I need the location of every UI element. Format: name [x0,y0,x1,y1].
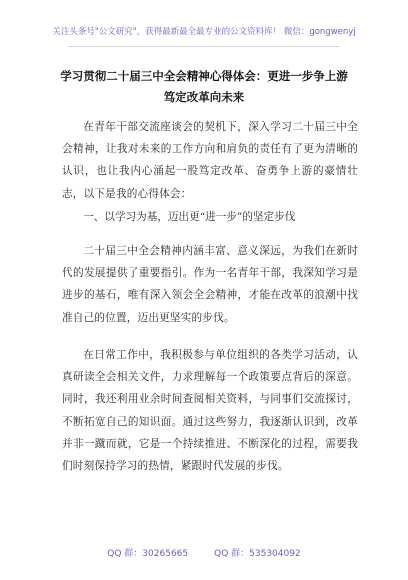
paragraph-section1-b: 在日常工作中，我积极参与单位组织的各类学习活动，认真研读全会相关文件，力求理解每一个政策要点背后的深意。同时，我还利用业余时间查阅相关资料，与同事们交流探讨，不断拓宽自己的知识面。通过这些努力，我逐渐认识到，改革并非一蹴而就，它是一个持续推进、不断深化的过程，需要我们时刻保持学习的热情，紧跟时代发展的步伐。 [62,349,358,473]
footer-qq-group-1: QQ 群：30265665 [107,549,189,559]
paragraph-intro: 在青年干部交流座谈会的契机下，深入学习二十届三中全会精神，让我对未来的工作方向和肩负的责任有了更为清晰的认识，也让我内心涌起一股笃定改革、奋勇争上游的豪情壮志，以下是我的心得体会： [62,121,358,200]
footer-qq-groups [0,546,408,559]
header-divider [68,46,340,47]
document-title-line-1: 学习贯彻二十届三中全会精神心得体会：更进一步争上游 [60,69,348,83]
paragraph-section1-a: 二十届三中全会精神内涵丰富、意义深远，为我们在新时代的发展提供了重要指引。作为一名青年干部，我深知学习是进步的基石，唯有深入领会全会精神，才能在改革的浪潮中找准自己的位置，迈出更坚实的步伐。 [62,245,358,324]
section-heading-1: 一、以学习为基，迈出更“进一步”的坚定步伐 [83,211,296,223]
header-promo-note: 关注头条号"公文研究"，获得最新最全最专业的公文资料库！ 微信：gongwenyj [52,27,356,37]
document-title-line-2: 笃定改革向未来 [163,90,245,104]
footer-qq-group-2: QQ 群：535304092 [214,549,301,559]
